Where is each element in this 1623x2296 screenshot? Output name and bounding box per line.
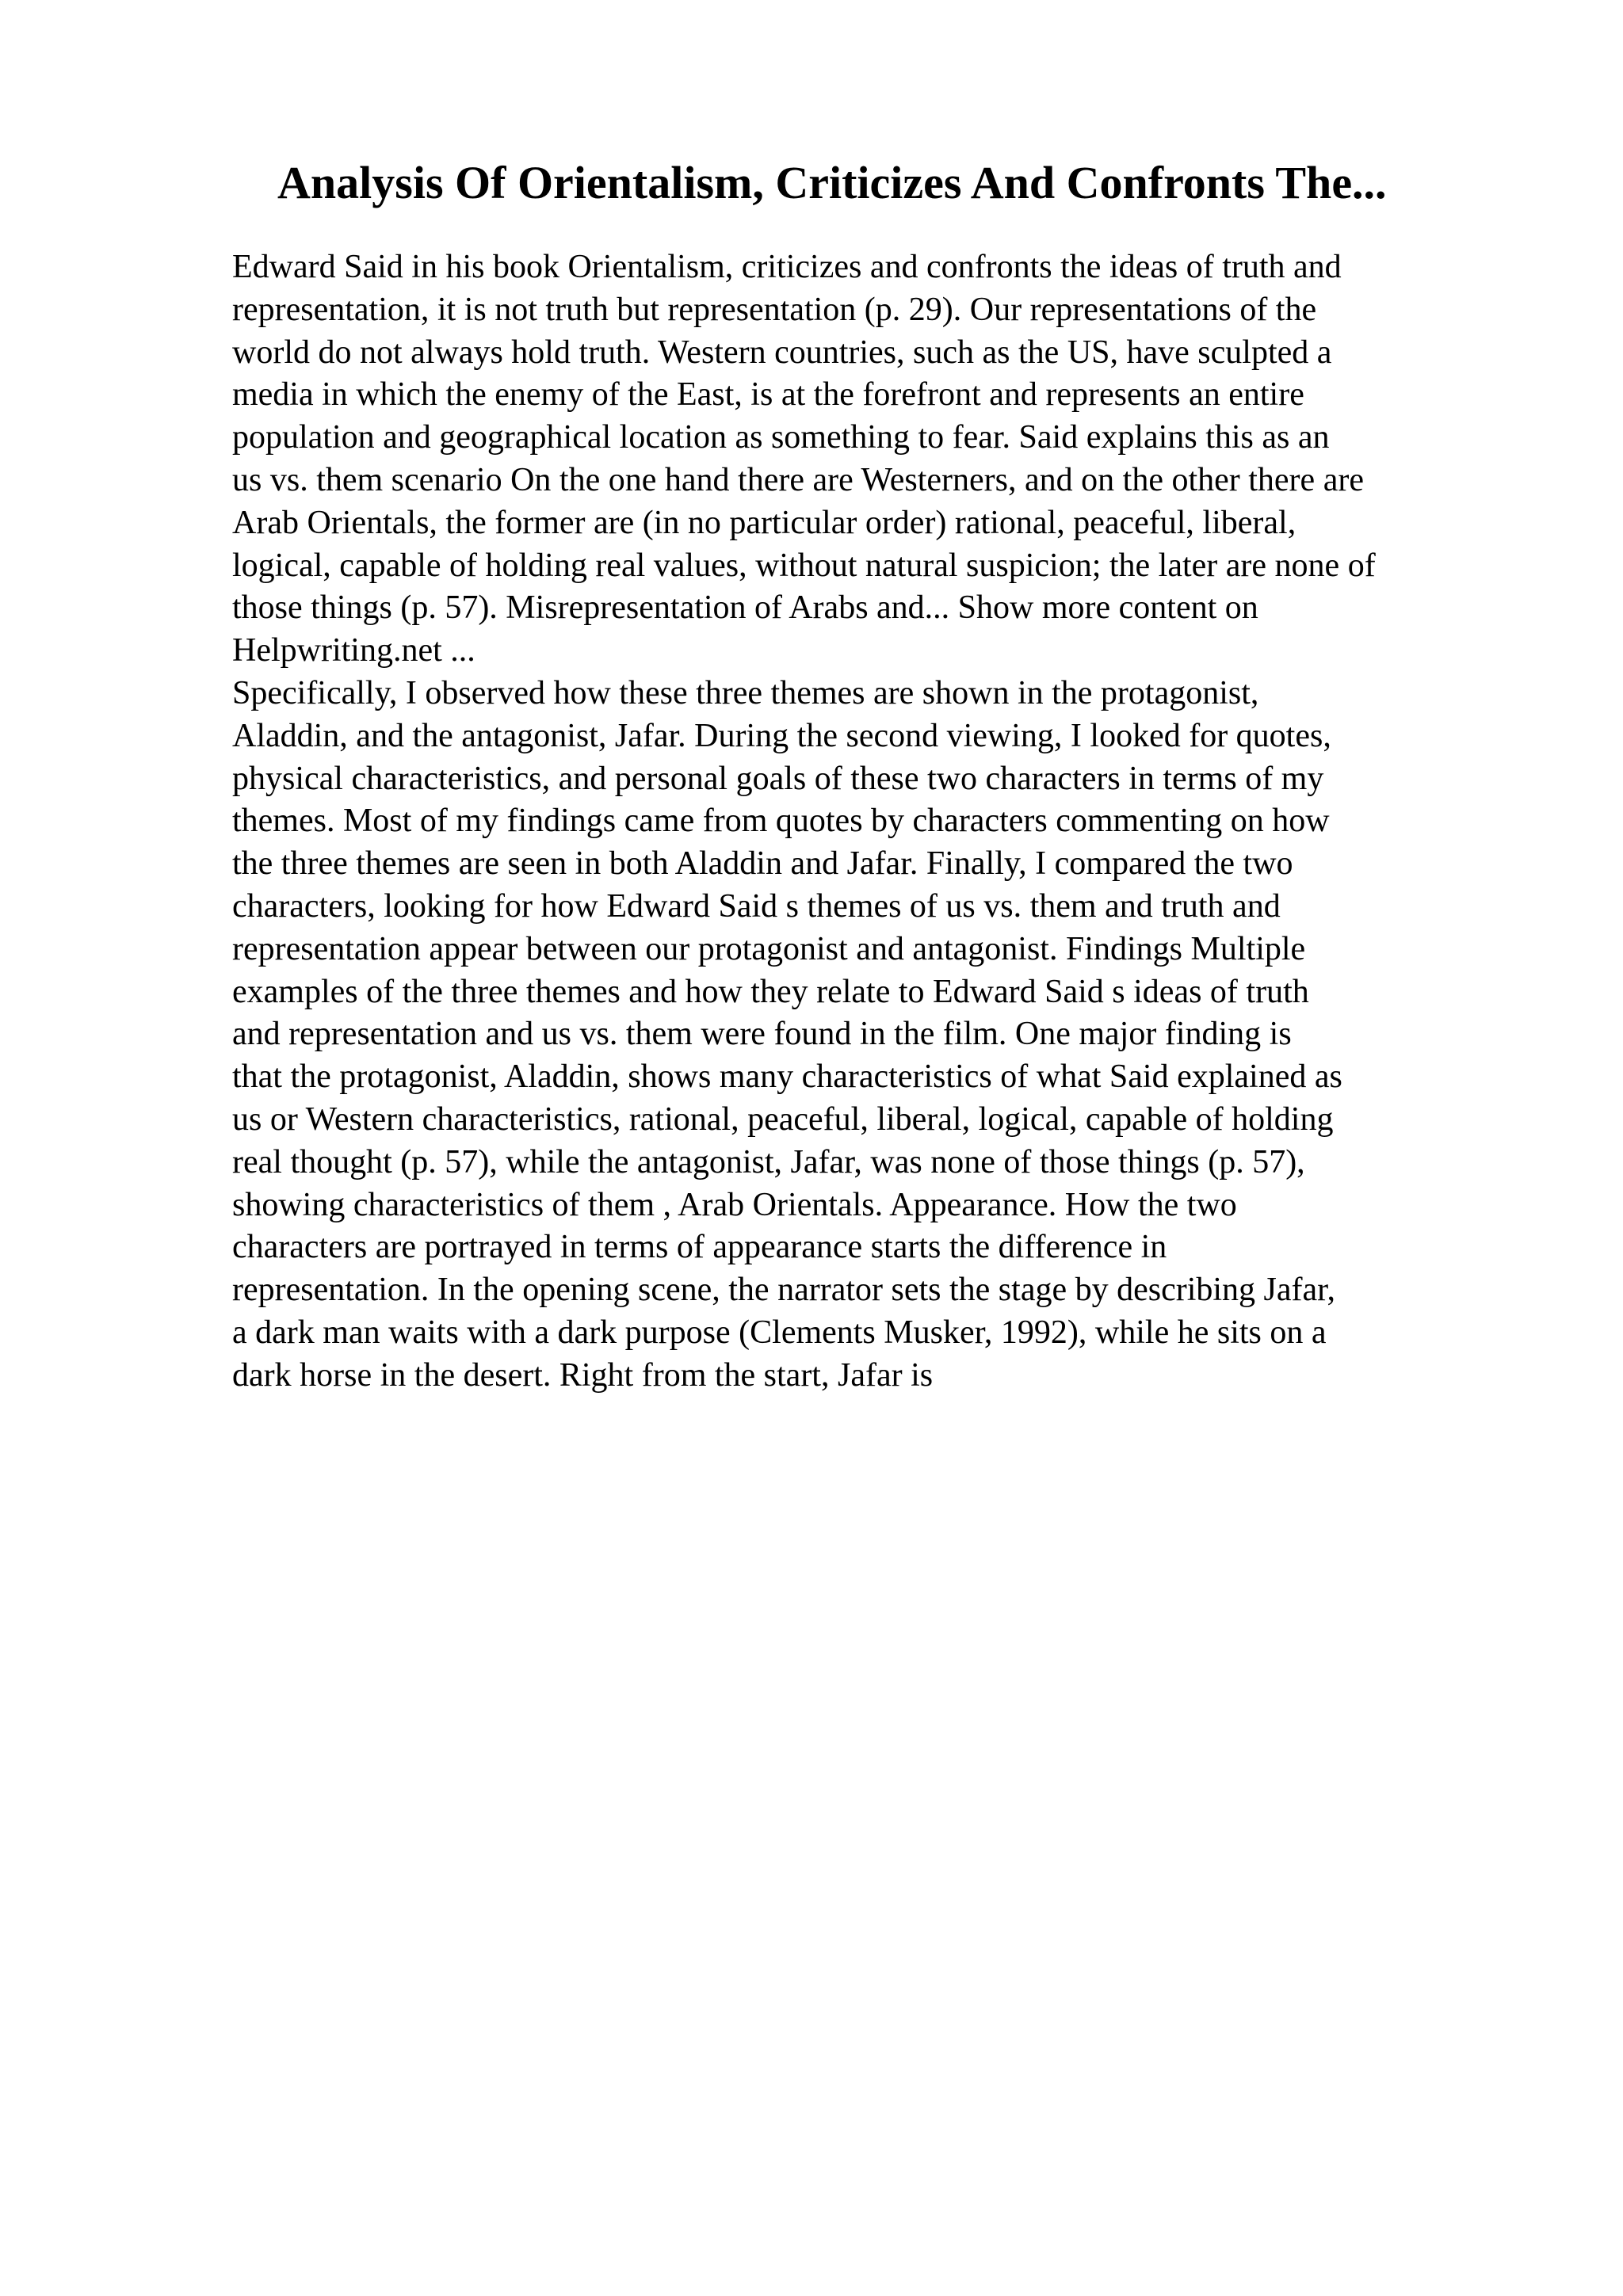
body-line: Aladdin, and the antagonist, Jafar. During the second viewing, I looked for quotes, [232, 717, 1331, 754]
body-line: representation appear between our protagonist and antagonist. Findings Multiple [232, 930, 1306, 967]
body-line: real thought (p. 57), while the antagonist, Jafar, was none of those things (p. 57), [232, 1143, 1305, 1180]
body-line: us or Western characteristics, rational, peaceful, liberal, logical, capable of holding [232, 1100, 1334, 1138]
body-line: characters, looking for how Edward Said s themes of us vs. them and truth and [232, 887, 1281, 925]
body-line: dark horse in the desert. Right from the start, Jafar is [232, 1356, 934, 1394]
body-line: physical characteristics, and personal goals of these two characters in terms of my [232, 760, 1324, 797]
body-line: and representation and us vs. them were found in the film. One major finding is [232, 1016, 1292, 1053]
body-line: us vs. them scenario On the one hand there are Westerners, and on the other there are [232, 461, 1364, 498]
body-line: Helpwriting.net ... [232, 632, 475, 669]
document-body [232, 246, 1595, 1398]
body-line: population and geographical location as something to fear. Said explains this as an [232, 419, 1330, 456]
body-line: a dark man waits with a dark purpose (Clements Musker, 1992), while he sits on a [232, 1314, 1327, 1351]
body-line: characters are portrayed in terms of appearance starts the difference in [232, 1229, 1167, 1266]
body-line: that the protagonist, Aladdin, shows many characteristics of what Said explained as [232, 1058, 1342, 1096]
body-line: Arab Orientals, the former are (in no particular order) rational, peaceful, liberal, [232, 504, 1296, 541]
body-line: representation. In the opening scene, the narrator sets the stage by describing Jafar, [232, 1272, 1335, 1309]
body-line: representation, it is not truth but representation (p. 29). Our representations of the [232, 291, 1317, 328]
body-line: themes. Most of my findings came from quotes by characters commenting on how [232, 803, 1330, 840]
body-line: Edward Said in his book Orientalism, criticizes and confronts the ideas of truth and [232, 249, 1342, 285]
body-line: logical, capable of holding real values, without natural suspicion; the later are none of [232, 547, 1376, 584]
body-line: world do not always hold truth. Western countries, such as the US, have sculpted a [232, 334, 1332, 371]
body-line: examples of the three themes and how they relate to Edward Said s ideas of truth [232, 973, 1309, 1010]
body-line: media in which the enemy of the East, is at the forefront and represents an entire [232, 376, 1304, 414]
body-line: Specifically, I observed how these three themes are shown in the protagonist, [232, 674, 1259, 711]
body-line: showing characteristics of them , Arab Orientals. Appearance. How the two [232, 1186, 1237, 1223]
body-line: the three themes are seen in both Aladdin and Jafar. Finally, I compared the two [232, 845, 1293, 883]
page-title: Analysis Of Orientalism, Criticizes And Confronts The... [277, 157, 1387, 208]
body-line: those things (p. 57). Misrepresentation of Arabs and... Show more content on [232, 589, 1258, 627]
